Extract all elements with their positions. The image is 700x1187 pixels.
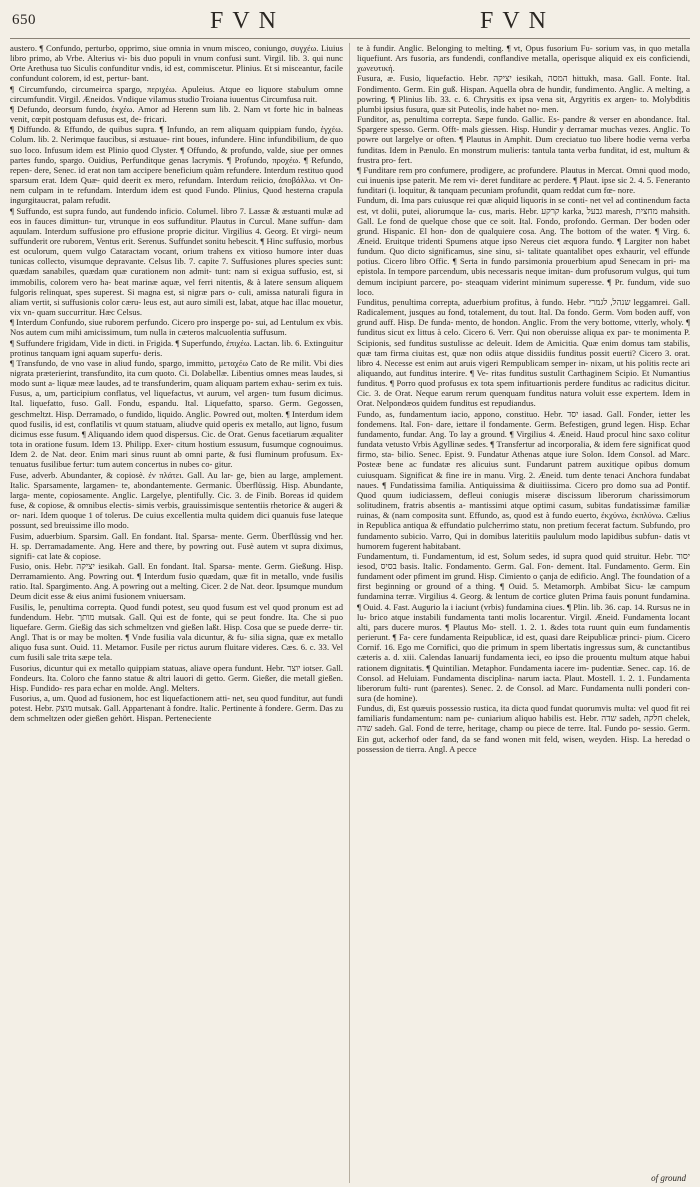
- paragraph: Fusorius, dicuntur qui ex metallo quippiam statuas, aliave opera fundunt. Hebr. יוצר iotser. Gall. Fondeurs. Ita. Coloro che fanno statue & altri lauori di getto. Germ. Gießer, die metall gießen. Hisp. Fundido- res para echar en molde. Angl. Melters.: [10, 662, 343, 693]
- paragraph: Fundo, as, fundamentum iacio, appono, constituo. Hebr. יסד iasad. Gall. Fonder, ietter les fondemens. Ital. Fon- dare, iettare il fondamente. Germ. Befestigen, grund legen. Hisp. Echar fundamento, fundar. Ang. To lay a ground. ¶ Virgilius 4. Æneid. Haud procul hinc saxo colitur fundata vetusto Vrbis Agyllinæ sedes. ¶ Transfertur ad incorporalia, & idem fere significat quod firmo, sta- bilio. Senec. Epist. 9. Fundatur Athenas atque iure Solon. Idem Consol. ad Marc. Posteæ bene ac fundatæ res alicuius sunt. Fundarunt patrem auxitique opibus domum cuiusquam. Significat & fine ire in manu. Virg. 2. Æneid. tum dente tenaci Anchora fundabat naues. ¶ Fundatissima familia. Antiquissima & diuitiissima. Cicero pro domo sua ad Pontif. Quod quum iudiciassem, defleui coniugis miseræ discissum liberorum charissimorum solitudinem, fratris absentis a- mantissimi atque optimi casum, subitas fundatissimæ familiæ ruinas, & (nam composita sunt. Effundo, as, quod est à fundo euerto, ἐκχύνω, ἐκπλύνω. Cælius in Republica antiqua & effundatio pulcherrimo statu, non pretium fecerat factum. Subfundo, pro fundamento subicio. Varro, Qui in domibus lateritiis paululum modo lapidibus subfun- datis vt humorem fugerent habitabant.: [357, 408, 690, 551]
- paragraph: Fundus, di, Est quæuis possessio rustica, ita dicta quod fundat quorumvis multa: vel quod fit rei familiaris fundamentum: nam pe- cuniarium aliquo habilis est. Hebr. שדה sadeh, חלקה chelek, שדה sadeh. Gal. Fond de terre, heritage, champ ou piece de terre. Ital. Fundo po- sessio. Germ. Ein gut, ackerhof oder fand, da se fand wonen mit feld, wisen, weyden. Hisp. La heredad o possession de tierra. Angl. A pecce: [357, 703, 690, 754]
- paragraph: ¶ Interdum Confundo, siue ruborem perfundo. Cicero pro insperge po- sui, ad Lentulum ex vbis. Nos autem cum mihi amicissimum, tum nulla in cæteros malcuolentia suffusum.: [10, 317, 343, 338]
- page-header: [10, 6, 690, 39]
- paragraph: austero. ¶ Confundo, perturbo, opprimo, siue omnia in vnum misceo, coniungo, συγχέω. Liuius libro primo, ab Vrbe. Alterius vi- bis duo populi in vnum confusi sunt. Virgil. lib. 3. qui nunc Orte Arethusa tuo Siculis confunditur vndis, id est, commiscetur. Plinius. Et si misceantur, facile confundunt colorem, id est, pertur- bant.: [10, 43, 343, 84]
- paragraph: Funditor, as, penultima correpta. Sæpe fundo. Gallic. Es- pandre & verser en abondance. Ital. Spargere spesso. Germ. Offt- mals giessen. Hisp. Hundir y derramar muchas vezes. Anglic. To powre out largelye or often. ¶ Plautus in Amphit. Dum creciatuo tuo libere hodie verna verba funditas. Idem in Pænulo. En monstrum mulieris: tantula tanta verba funditat, id est, multum & frustra pro- fert.: [357, 114, 690, 165]
- paragraph: Fundum, di. Ima pars cuiusque rei quæ aliquid liquoris in se conti- net vel ad continendum facta est, vt dolii, putei, aliorumque la- cus, maris. Hebr. קרקע karka, גבעל maresh, מחצית mahsith. Gall. Le fond de quelque chose que ce soit. Ital. Fondo, profondo. German. Der boden oder grund. Hispanic. El hon- don de qualquiere cosa. Ang. The bottom of the water. ¶ Virg. 6. Æneid. Eruitque tridenti Spumens atque ipso Nereus ciet æquora fundo. ¶ Largiter non habet fundum. Quo dicto significamus, sine sinu, si- talitate quantalibet opes exhaurir, vel effunde potius. Cicero libro Offic. ¶ Serta in fundo parsimonia prouerbium apud Senecam in pri- ma epistola. In tempore parcendum, ubis necessaris neque imitan- dum profusorum vulgus, qui tum demum incipiunt parcere, po- steaquam viderint minimum superesse. ¶ Pr. fundum, vide suo loco.: [357, 195, 690, 297]
- right-column: [357, 43, 690, 1183]
- paragraph: Fusilis, le, penultima correpta. Quod fundi potest, seu quod fusum est vel quod pronum est ad fundendum. Hebr. מותך mutsak. Gall. Qui est de fonte, qui se peut fondre. Ita. Che si puo liquefare. Germ. Gießig das sich schmeltzen vnd gießen laßt. Hisp. Cosa que se puede derre- tir. Angl. That is or may be molten. ¶ Vnde fusilia vala dicuntur, & fu- silia signa, quæ ex metallo aliquo fusa sunt. Ouid. 11. Metamor. Fusile per rictus aurum fluitare videres. Cæs. 6. c. 33. Vel cum fusili sale trita sæpe tela.: [10, 601, 343, 663]
- paragraph: Fusorius, a, um. Quod ad fusionem, hoc est liquefactionem atti- net, seu quod funditur, aut fundi potest. Hebr. מוצק mutsak. Gall. Appartenant à fondre. Italic. Pertinente à fondere. Germ. Das zu dem schmeltzen oder gießen gehört. Hispan. Perteneciente: [10, 693, 343, 724]
- paragraph: ¶ Suffundo, est supra fundo, aut fundendo inficio. Columel. libro 7. Lassæ & æstuanti mulæ ad eos in fauces dimittun- tur, vtrunque in eos suffunditur. Plautus in Curcul. Mane suffun- dam aquulam. Interdum suffusione pro effusione proprie dicitur. Virgilius 4. Georg. Et virgi- neum suffunderit ore ruborem, Ventus erit. Serenus. Suffundet sonitu hebescit. ¶ Hinc suffusio, morbus est oculorum, quem vulgo Cataractam vocant, orium trahens ex vitioso humore inter duas tunicas collecto, visumque depravante. Celsus lib. 7. capite 7. Suffusiones plures species sunt: quædam sanabiles, quædam quæ curationem non admit- tunt: nam si exigua suffusio, est, si immobilis, colorem vero ha- beat marinæ aquæ, vel ferri nitentis, & à latere sensum aliquem fulgoris relinquat, spes superest. Si magna est, si nigræ pars o- culi, amissa naturali figura in aliam vertit, si suffusionis color cæru- leus est, aut auro simili est, labat, atque hac illac mouetur, vix vn- quam succurritur. Hæc Celsus.: [10, 205, 343, 318]
- paragraph: ¶ Suffundere frigidam, Vide in dicti. in Frigida. ¶ Superfundo, ἐπιχέω. Lactan. lib. 6. Extinguitur protinus tanquam igni aquam superfu- deris.: [10, 337, 343, 358]
- paragraph: Funditus, penultima correpta, aduerbium profitus, à fundo. Hebr. שנהל, לגמרי leggamrei. Gall. Radicalement, jusques au fond, totalement, du tout. Ital. Da fondo. Germ. Vom boden auff, von grund auff. Hisp. De funda- mento, de hondon. Anglic. From the very bottome, vtterly, wholy. ¶ funditus sicut ex littus à celo. Cicero 6. Verr. Qui non oberuisse aliqua ex par- te monimenta P. Scipionis, sed funditus sustulisse ac deleuit. Idem de Amicitia. Quæ enim domus tam stabilis, quæ tam firma ciuitas est, quæ non odiis atque dissidiis funditus possit euerti? Cicero 3. orat. libro 4. Necesse est enim aut aruis vigeri Rempublicam semper in- nixam, ut his politis recte ari aliquando, aut funditus interire. ¶ Ve- ritas funditus sustulit Carthaginem Scipio. Et Numantius funditus. ¶ Porro quod profusus ex tota spem infituartionis perdere funditus ac radicitus dicitur. Cic. 3. de Orat. Neque earum rerum quenquam funditus natura voluit esse expertem. Idem in Orat. Nelpondæos quidem funditus est repudiandus.: [357, 296, 690, 409]
- paragraph: te à fundir. Anglic. Belonging to melting. ¶ vt, Opus fusorium Fu- sorium vas, in quo metalla liquefiunt. Ars fusoria, ars fundendi, conflandive metalla, operisque aliquid ex eis conficiendi, χωνευτική.: [357, 43, 690, 74]
- page-number: 650: [12, 12, 36, 28]
- paragraph: ¶ Defundo, deorsum fundo, ἐκχέω. Amor ad Herenn sum lib. 2. Nam vt forte hic in balneas venit, cœpit postquam defusus est, de- fricari.: [10, 103, 343, 125]
- paragraph: Fusura, æ. Fusio, liquefactio. Hebr. יציקה iesikah, המסה hittukh, masa. Gall. Fonte. Ital. Fondimento. Germ. Ein guß. Hispan. Aquella obra de hundir, fundimento. Anglic. A melting, a powring. ¶ Plinius lib. 33. c. 6. Chrysitis ex ipsa vena sit, Argyritis ex argen- to. Molybditis plumbi ipsius fusura, quæ sit Puteolis, inde habet no- men.: [357, 73, 690, 114]
- running-head-left: FVN: [210, 8, 286, 34]
- text-columns: [10, 43, 690, 1183]
- catchword: of ground: [651, 1173, 686, 1183]
- paragraph: ¶ Circumfundo, circumeirca spargo, περιχέω. Apuleius. Atque eo liquore stabulum omne circumfundit. Virgil. Æneidos. Vndique vilamus studio Troiana iuuentus Circumfusa ruit.: [10, 83, 343, 104]
- paragraph: Fusio, onis. Hebr. יציקה iesikah. Gall. En fondant. Ital. Sparsa- mente. Germ. Gießung. Hisp. Derramamiento. Ang. Powring out. ¶ Interdum fusio quædam, quæ fit in metallo, vnde fusilis ratio. Ital. Spargimento. Ang. A powring out a melting. Cicer. 2 de Nat. deor. Ipsumque mundum Deum dicit esse & eius animi fusionem vniuersam.: [10, 560, 343, 602]
- paragraph: Fundamentum, ti. Fundamentum, id est, Solum sedes, id supra quod quid struitur. Hebr. יסוד iesod, בסיס basis. Italic. Fondamento. Germ. Gal. Fon- dement. Ital. Fundamento. Germ. Ein fundament oder pfiment im grund. Hisp. Cimiento o çanja de edificio. Angl. The foundation of a first beginning or ground of a thing. ¶ Ouid. 5. Metamorph. Ambibat Sicu- læ campum fundamina terræ. Virgilius 4. Georg. & lentum de cortice gluten Prima fauis ponunt fundamina. ¶ Ouid. 4. Fast. Augurio la i iaciunt (vrbis) fundamina ciues. ¶ Plin. lib. 36. cap. 14. Rursus ne in lu- brico atque instabili fundamenta tanti molis locarentur. Virgil. Æneid. Fundamenta locant alti, pars ducere muros. ¶ Plautus Mo- stell. 1. 2. 1. &des tota ruunt quin eum fundamentis perierunt. ¶ Fa- cere fundamenta Reipublicæ, id est, quasi dare Reipublicæ princi- pium. Cicero Cornif. 16. Ego me Cornifici, quo die primum in spem libertatis ingressus sum, & cunctantibus cæteris a. d. xiii. Calendas Ianuarij fundamenta ieci, eo ipso die prouentu multum atque habui rationem dignitatis. ¶ Quintilian. Metaphor. Fundamenta iacere im- pudentiæ. Senec. cap. 16. de Consol. ad Heluiam. Fundamenta disciplina- narum iacta. Plaut. Mostell. 1. 2. 1. Fundamenta liberorum fulti- runt (parentes). Senec. 2. de Consol. ad Marc. Fundamenta nulli ponderi con- sura (de homine).: [357, 550, 690, 703]
- paragraph: ¶ Diffundo. & Effundo, de quibus supra. ¶ Infundo, an rem aliquam quippiam fundo, ἐγχέω. Colum. lib. 2. Nerimque faucibus, si æstuaue- rint boues, infundere. Hinc infundibilium, de quo suo loco. Infusum idem est Plinio quod Clyster. ¶ Offundo, & profundo, valde, siue per omnes partes fundo, spargo. Ouidius, Perfunditque genas lacrymis. ¶ Profundo, προχέω. ¶ Refundo, repen- dere, Senec. id erat non tam accipere beneficium quàm refundere. Interdum restituo quod sparsum erat. Idem Quæ- quid deerit ex mero, refundam. Interdum reiicio, ἀποβάλλω. vt On- nem culpam in te refundam. Interdum idem est quod Fundo. Plinius, Quod hesterna crapula ingurgitaucrat, palam refudit.: [10, 124, 343, 206]
- running-head-right: FVN: [480, 8, 556, 34]
- paragraph: Fuse, adverb. Abundanter, & copiosè. ἐν πλάτει. Gall. Au lar- ge, bien au large, amplement. Italic. Sparsamente, largamen- te, abondantemente. Germanic. Überflüssig. Hisp. Abundante, larga- mente, copiosamente. Anglic. Largelye, plentifully. Cic. 3. de Finib. Boreas id quidem fuse, & copiose, & omnibus electis- simis verbis, grauissimisque sententiis rhetorice & augeri & or- nari. Idem quoque 1 of tolerus. De cuius excellentia multa quidem dici quanuis fuse lateque possunt, sed breuissime illo modo.: [10, 469, 343, 531]
- paragraph: ¶ Transfundo, de vno vase in aliud fundo, spargo, immitto, μεταχέω Cato de Re milit. Vbi dies nigrata præterierint, transfundito, ita cum quoto. Ci. Dolabellæ. Libentius omnes meas laudes, si modo sunt a- liquæ meæ laudes, ad te transfunderim, quam aliquam partem exhau- serim ex tuis.: [10, 357, 343, 389]
- paragraph: Fusus, a, um, participium conflatus, vel liquefactus, vt aurum, vel argen- tum fusum dicimus. Ital. liquefatto, fuso. Gall. Fondu, espandu. Ital. Liquefatto, sparso. Germ. Gegossen, geschmeltzt. Hisp. Derramado, o fundido, liquido. Anglic. Powred out, molten. ¶ Interdum idem quod fusilis, id est, conflatilis vt quum statuam, aliudve quid operis ex metallo, aut ligno, fusum dicimus esse fusum. ¶ Aliquando idem quod dispersus. Cic. de Orat. Genus facetiarum æqualiter tota in oratione fusum. Idem 13. Philipp. Exer- citum hostium essusum, fusumque cognouimus. Idem 2. de Nat. deor. Enim mari sinus ruunt ab omni parte, & fusi fluminum profusum. Ex- tenuatus fusilibue fertur: tum autem concertus in nubes co- gitur.: [10, 388, 343, 470]
- column-divider: [349, 43, 350, 1183]
- left-column: [10, 43, 343, 1183]
- paragraph: Fusim, aduerbium. Sparsim. Gall. En fondant. Ital. Sparsa- mente. Germ. Überflüssig vnd her. H. sp. Derramadamente. Ang. Here and there, by powring out. Fusè autem vt supra diximus, signifi- cat late & copiose.: [10, 530, 343, 561]
- paragraph: ¶ Funditare rem pro confumere, prodigere, ac profundere. Plautus in Mercat. Omni quod modo, cui inuenis ipse paterit. Me rem vi- deret funditare ac perdere. ¶ Plaut. ipse sic 2. 4. 5. Feneranto funditari (i. loquitur, & tanquam pecuniam profundit, quam reddat cum fœ- nore.: [357, 164, 690, 196]
